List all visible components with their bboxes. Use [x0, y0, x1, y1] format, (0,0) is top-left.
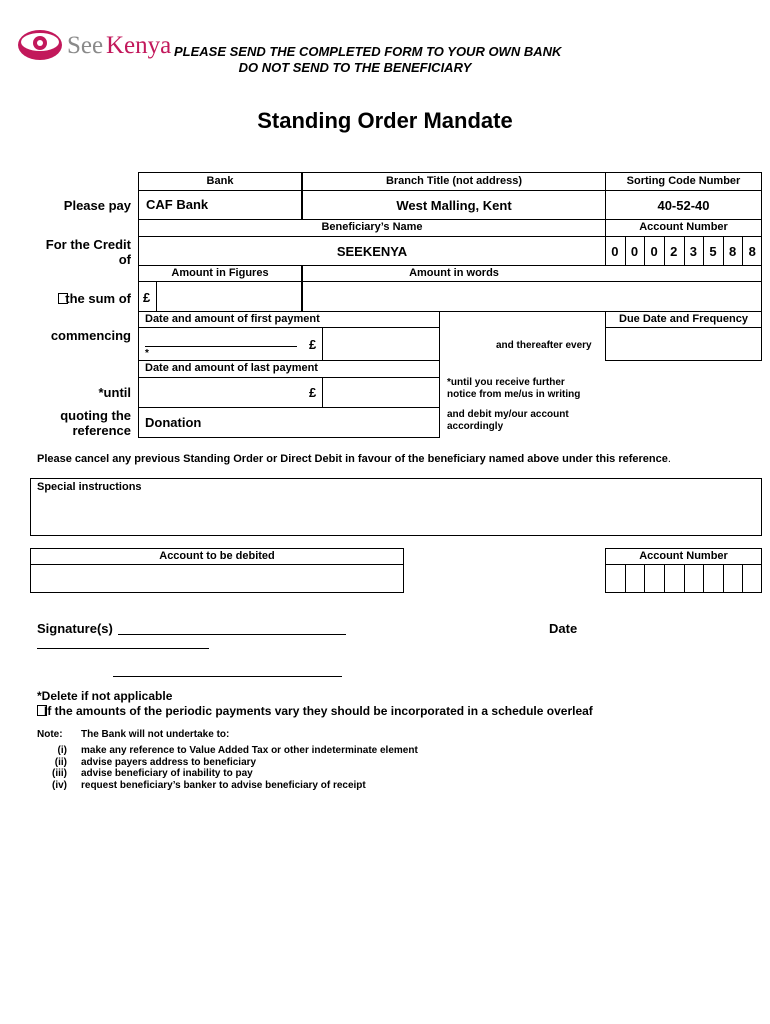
- asterisk-mark: *: [145, 348, 149, 359]
- account-digit[interactable]: 8: [748, 244, 756, 259]
- until-note-2: notice from me/us in writing: [447, 389, 581, 400]
- account-digit[interactable]: 0: [650, 244, 658, 259]
- of-label: of: [118, 252, 131, 267]
- debit-note-1: and debit my/our account: [447, 409, 569, 420]
- beneficiary-name-label: Beneficiary’s Name: [321, 221, 423, 233]
- note-item-number: (i): [57, 745, 67, 756]
- note-item-text: make any reference to Value Added Tax or other indeterminate element: [81, 745, 418, 756]
- branch-value[interactable]: West Malling, Kent: [396, 198, 512, 213]
- the-sum-of-label: the sum of: [30, 291, 131, 306]
- first-pound-sign: £: [309, 337, 317, 352]
- beneficiary-value[interactable]: SEEKENYA: [336, 244, 408, 259]
- signature-line-3[interactable]: [113, 676, 342, 677]
- reference-label: reference: [72, 423, 131, 438]
- pound-sign: £: [143, 290, 151, 305]
- header-line-2: DO NOT SEND TO THE BENEFICIARY: [238, 60, 472, 75]
- debit-digit-divider: [703, 564, 704, 593]
- seekenya-logo: [16, 28, 176, 64]
- until-label: *until: [98, 385, 131, 400]
- account-digit[interactable]: 0: [611, 244, 619, 259]
- date-label: Date: [549, 621, 578, 636]
- account-digit[interactable]: 0: [630, 244, 639, 259]
- debit-note-2: accordingly: [447, 421, 504, 432]
- note-item-text: advise beneficiary of inability to pay: [81, 768, 253, 779]
- debit-digit-divider: [684, 564, 685, 593]
- cancel-instruction: Please cancel any previous Standing Order or Direct Debit in favour of the beneficiary named above under this reference.: [37, 453, 671, 465]
- logo-kenya: Kenya: [106, 32, 172, 59]
- special-instructions-label: Special instructions: [37, 481, 142, 493]
- schedule-note: If the amounts of the periodic payments vary they should be incorporated in a schedule overleaf: [37, 704, 593, 718]
- bank-label: Bank: [206, 175, 234, 187]
- account-digit[interactable]: 8: [728, 244, 737, 259]
- debit-digit-divider: [625, 564, 626, 593]
- quoting-the-label: quoting the: [60, 408, 131, 423]
- amount-in-words-label: Amount in words: [409, 267, 499, 279]
- amount-in-figures-label: Amount in Figures: [171, 267, 269, 279]
- header-line-1: PLEASE SEND THE COMPLETED FORM TO YOUR OWN BANK: [174, 44, 562, 59]
- account-digit[interactable]: 3: [689, 244, 697, 259]
- first-payment-date-line[interactable]: [145, 346, 297, 347]
- reference-value[interactable]: Donation: [145, 415, 202, 430]
- sort-code-value[interactable]: 40-52-40: [657, 198, 710, 213]
- first-payment-label: Date and amount of first payment: [145, 313, 320, 325]
- signatures-label: Signature(s): [37, 621, 113, 636]
- logo-see: See: [67, 32, 104, 59]
- note-item-number: (iv): [52, 779, 67, 791]
- note-intro: The Bank will not undertake to:: [81, 729, 230, 740]
- account-digit[interactable]: 5: [709, 244, 717, 259]
- until-note-1: *until you receive further: [447, 377, 565, 388]
- sorting-code-label: Sorting Code Number: [626, 175, 741, 187]
- branch-title-label: Branch Title (not address): [385, 175, 523, 187]
- thereafter-label: and thereafter every: [496, 340, 592, 351]
- commencing-label: commencing: [50, 328, 131, 343]
- last-payment-label: Date and amount of last payment: [145, 362, 318, 374]
- debit-account-number-label: Account Number: [639, 550, 728, 562]
- last-pound-sign: £: [309, 385, 317, 400]
- account-digit[interactable]: 2: [670, 244, 678, 259]
- debit-digit-divider: [644, 564, 645, 593]
- debit-digit-divider: [664, 564, 665, 593]
- note-item-number: (ii): [54, 756, 67, 768]
- eye-logo-icon: [16, 28, 64, 62]
- due-date-frequency-label: Due Date and Frequency: [619, 313, 748, 325]
- delete-note: *Delete if not applicable: [37, 689, 173, 703]
- note-item-text: request beneficiary’s banker to advise beneficiary of receipt: [81, 779, 366, 791]
- debit-digit-divider: [742, 564, 743, 593]
- note-label: Note:: [37, 729, 63, 740]
- bank-value[interactable]: CAF Bank: [146, 197, 209, 212]
- debit-digit-divider: [723, 564, 724, 593]
- note-item-number: (iii): [52, 768, 67, 779]
- for-the-credit-label: For the Credit: [45, 237, 131, 252]
- account-number-label: Account Number: [639, 221, 728, 233]
- account-debited-label: Account to be debited: [159, 550, 275, 562]
- signature-line-2[interactable]: [37, 648, 209, 649]
- note-item-text: advise payers address to beneficiary: [81, 756, 257, 768]
- please-pay-label: Please pay: [63, 198, 131, 213]
- signature-line-1[interactable]: [118, 634, 346, 635]
- page-title: Standing Order Mandate: [257, 108, 513, 133]
